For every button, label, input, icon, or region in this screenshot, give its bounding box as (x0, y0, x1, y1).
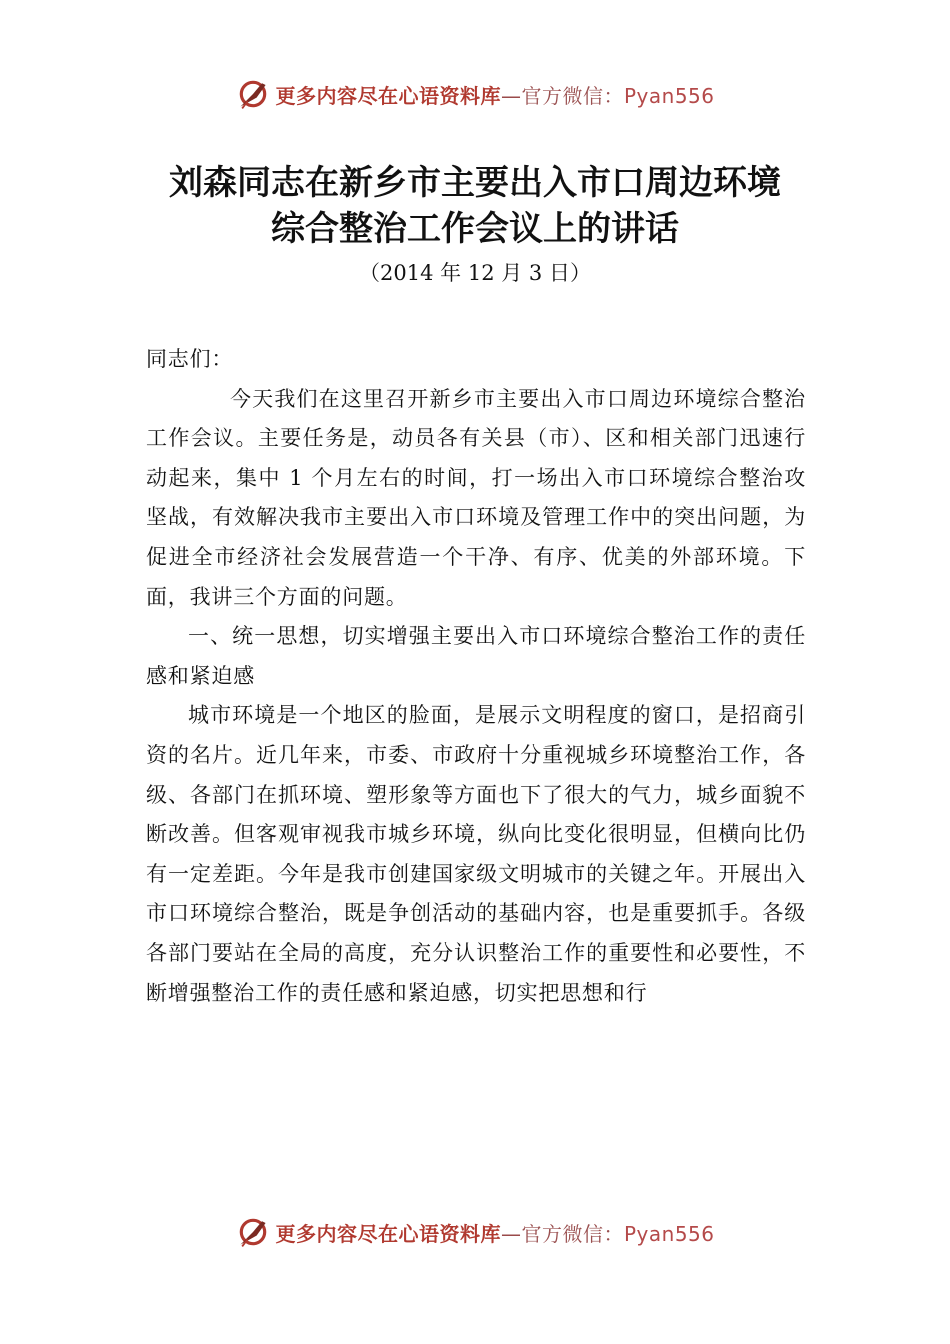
watermark-dash: — (500, 1221, 522, 1246)
paragraph-1: 今天我们在这里召开新乡市主要出入市口周边环境综合整治工作会议。主要任务是，动员各有关县（市）、区和相关部门迅速行动起来，集中 1 个月左右的时间，打一场出入市口环境综合整治攻坚战，有效解决我市主要出入市口环境及管理工作中的突出问题，为促进全市经济社会发展营造一个干净、有序、优美的外部环境。下面，我讲三个方面的问题。 (146, 386, 806, 609)
watermark-banner-bottom (0, 1210, 950, 1254)
pen-nib-logo-icon (235, 76, 271, 112)
title-line-2: 综合整治工作会议上的讲话 (271, 209, 679, 249)
paragraph-2: 城市环境是一个地区的脸面，是展示文明程度的窗口，是招商引资的名片。近几年来，市委、市政府十分重视城乡环境整治工作，各级、各部门在抓环境、塑形象等方面也下了很大的气力，城乡面貌不断改善。但客观审视我市城乡环境，纵向比变化很明显，但横向比仍有一定差距。今年是我市创建国家级文明城市的关键之年。开展出入市口环境综合整治，既是争创活动的基础内容，也是重要抓手。各级各部门要站在全局的高度，充分认识整治工作的重要性和必要性，不断增强整治工作的责任感和紧迫感，切实把思想和行 (146, 703, 806, 1005)
watermark-brand: 更多内容尽在心语资料库 (275, 1221, 501, 1246)
document-date: （2014 年 12 月 3 日） (359, 261, 591, 285)
watermark-wechat-id: Pyan556 (623, 1221, 715, 1246)
title-line-1: 刘森同志在新乡市主要出入市口周边环境 (169, 163, 781, 203)
watermark-wechat-label: 官方微信： (521, 83, 624, 108)
pen-nib-logo-icon (235, 1214, 271, 1250)
watermark-text (275, 80, 714, 109)
watermark-wechat-label: 官方微信： (521, 1221, 624, 1246)
document-title (0, 160, 950, 252)
watermark-wechat-id: Pyan556 (623, 83, 715, 108)
section-heading-1: 一、统一思想，切实增强主要出入市口环境综合整治工作的责任感和紧迫感 (146, 624, 806, 688)
watermark-brand: 更多内容尽在心语资料库 (275, 83, 501, 108)
watermark-dash: — (500, 83, 522, 108)
document-body (146, 340, 806, 1013)
watermark-banner-top (0, 72, 950, 116)
watermark-text (275, 1218, 714, 1247)
salutation: 同志们： (146, 347, 234, 371)
